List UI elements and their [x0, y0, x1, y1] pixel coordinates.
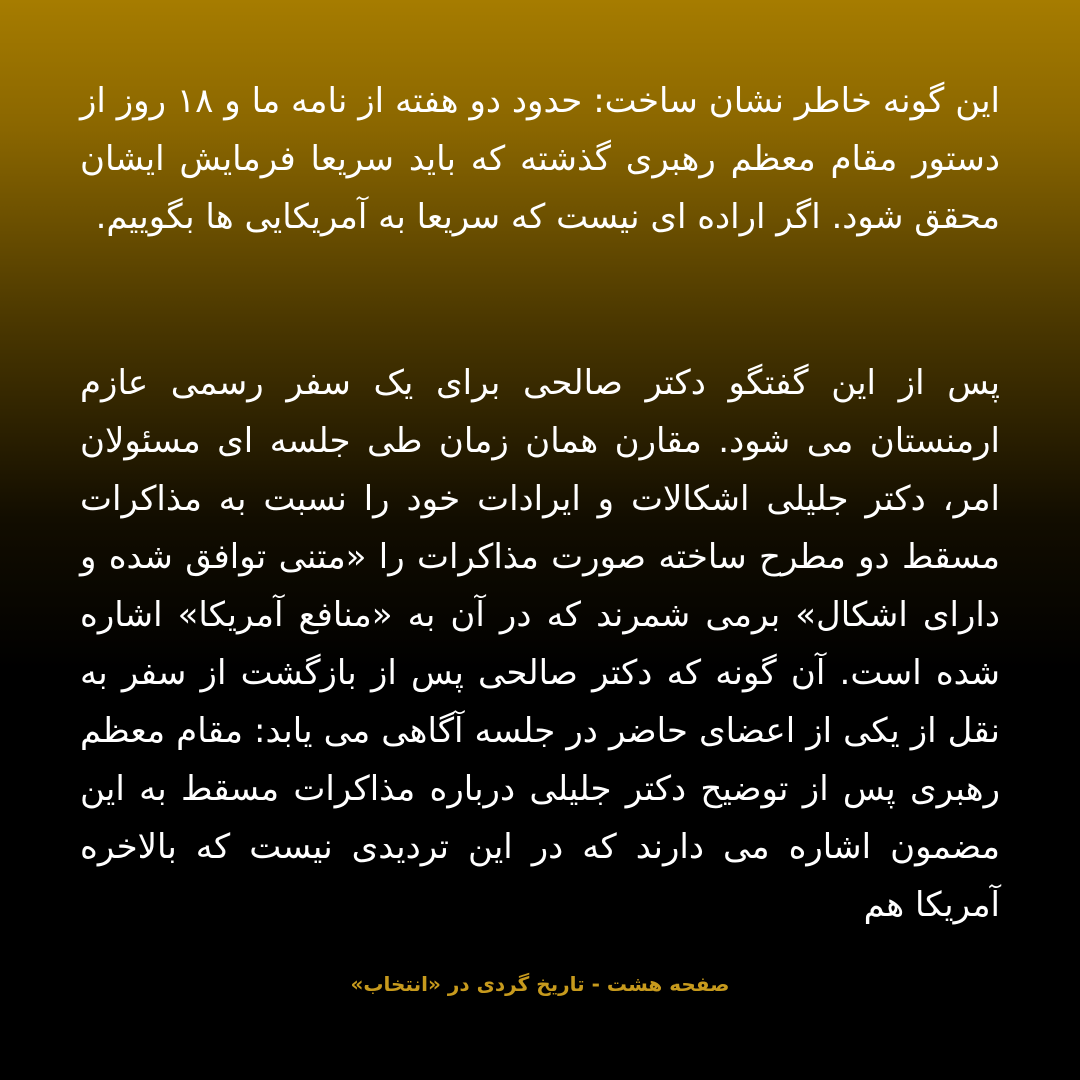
paragraph-2: پس از این گفتگو دکتر صالحی برای یک سفر رسمی عازم ارمنستان می شود. مقارن همان زمان طی جلسه ای مسئولان امر، دکتر جلیلی اشکالات و ایرادات خود را نسبت به مذاکرات مسقط دو مطرح ساخته صورت مذاکرات را «متنی توافق شده و دارای اشکال» برمی شمرند که در آن به «منافع آمریکا» اشاره شده است. آن گونه که دکتر صالحی پس از بازگشت از سفر به نقل از یکی از اعضای حاضر در جلسه آگاهی می یابد: مقام معظم رهبری پس از توضیح دکتر جلیلی درباره مذاکرات مسقط به این مضمون اشاره می دارند که در این تردیدی نیست که بالاخره آمریکا هم: [80, 363, 1000, 925]
paragraph-1: این گونه خاطر نشان ساخت: حدود دو هفته از نامه ما و ۱۸ روز از دستور مقام معظم رهبری گذشته که باید سریعا فرمایش ایشان محقق شود. اگر اراده ای نیست که سریعا به آمریکایی ها بگوییم.: [80, 81, 1000, 237]
page-footer: صفحه هشت - تاریخ گردی در «انتخاب»: [350, 972, 730, 996]
